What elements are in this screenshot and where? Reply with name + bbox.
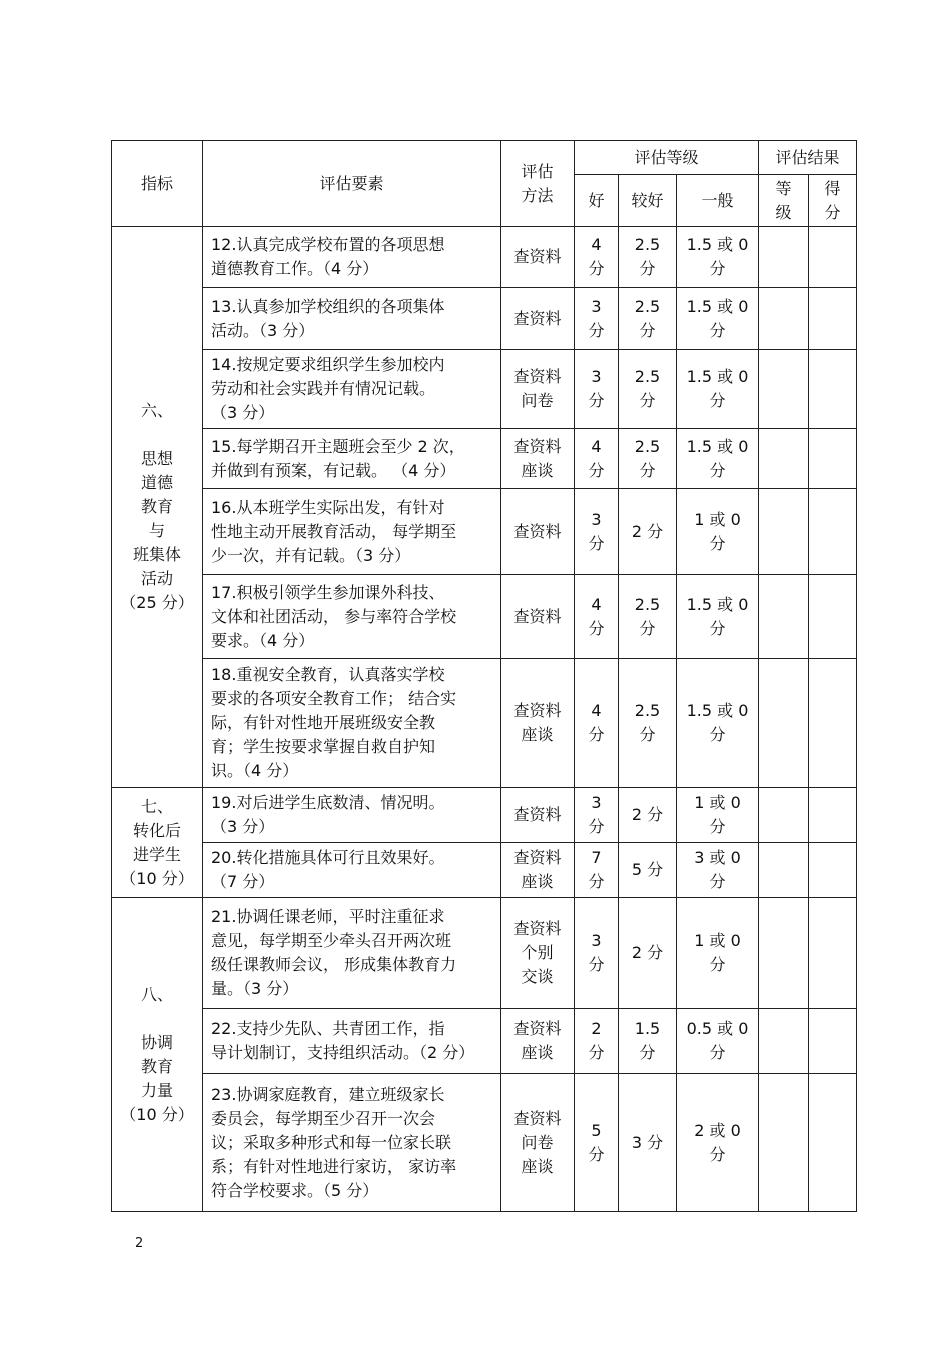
requirement-cell: 13.认真参加学校组织的各项集体 活动。（3 分） (203, 288, 501, 350)
header-indicator: 指标 (112, 141, 203, 227)
requirement-cell: 17.积极引领学生参加课外科技、 文体和社团活动， 参与率符合学校 要求。（4 分） (203, 575, 501, 659)
header-elements: 评估要素 (203, 141, 501, 227)
header-result-group: 评估结果 (759, 141, 857, 175)
table-row (112, 843, 857, 898)
result-level-cell[interactable] (759, 1074, 809, 1212)
result-level-cell[interactable] (759, 659, 809, 788)
result-score-cell[interactable] (809, 898, 857, 1009)
method-cell: 查资料 座谈 (501, 843, 575, 898)
result-level-cell[interactable] (759, 429, 809, 489)
header-grade-group: 评估等级 (575, 141, 759, 175)
evaluation-table (111, 140, 857, 1212)
header-grade-average: 一般 (677, 175, 759, 227)
grade-fair-cell: 2 分 (619, 788, 677, 843)
table-row (112, 429, 857, 489)
grade-fair-cell: 2.5 分 (619, 575, 677, 659)
grade-fair-cell: 2.5 分 (619, 227, 677, 288)
result-score-cell[interactable] (809, 489, 857, 575)
requirement-cell: 14.按规定要求组织学生参加校内 劳动和社会实践并有情况记载。 （3 分） (203, 350, 501, 429)
result-score-cell[interactable] (809, 843, 857, 898)
table-row (112, 898, 857, 1009)
requirement-cell: 12.认真完成学校布置的各项思想 道德教育工作。（4 分） (203, 227, 501, 288)
grade-good-cell: 2 分 (575, 1009, 619, 1074)
result-level-cell[interactable] (759, 575, 809, 659)
method-cell: 查资料 座谈 (501, 659, 575, 788)
grade-good-cell: 4 分 (575, 575, 619, 659)
requirement-cell: 18.重视安全教育，认真落实学校 要求的各项安全教育工作； 结合实 际，有针对性地开展班级安全教 育；学生按要求掌握自救自护知 识。（4 分） (203, 659, 501, 788)
table-row (112, 659, 857, 788)
result-level-cell[interactable] (759, 788, 809, 843)
method-cell: 查资料 (501, 227, 575, 288)
table-row (112, 288, 857, 350)
result-level-cell[interactable] (759, 350, 809, 429)
table-row (112, 1009, 857, 1074)
requirement-cell: 19.对后进学生底数清、情况明。 （3 分） (203, 788, 501, 843)
grade-good-cell: 3 分 (575, 288, 619, 350)
grade-fair-cell: 2.5 分 (619, 288, 677, 350)
result-score-cell[interactable] (809, 429, 857, 489)
grade-average-cell: 1.5 或 0 分 (677, 429, 759, 489)
grade-good-cell: 3 分 (575, 489, 619, 575)
grade-good-cell: 4 分 (575, 429, 619, 489)
method-cell: 查资料 座谈 (501, 429, 575, 489)
grade-fair-cell: 2.5 分 (619, 350, 677, 429)
result-level-cell[interactable] (759, 489, 809, 575)
method-cell: 查资料 个别 交谈 (501, 898, 575, 1009)
result-level-cell[interactable] (759, 227, 809, 288)
grade-fair-cell: 3 分 (619, 1074, 677, 1212)
result-level-cell[interactable] (759, 1009, 809, 1074)
requirement-cell: 20.转化措施具体可行且效果好。 （7 分） (203, 843, 501, 898)
grade-good-cell: 3 分 (575, 898, 619, 1009)
grade-average-cell: 1.5 或 0 分 (677, 575, 759, 659)
table-row (112, 575, 857, 659)
header-grade-fair: 较好 (619, 175, 677, 227)
requirement-cell: 16.从本班学生实际出发，有针对 性地主动开展教育活动， 每学期至 少一次，并有记载。（3 分） (203, 489, 501, 575)
header-result-score: 得 分 (809, 175, 857, 227)
grade-average-cell: 2 或 0 分 (677, 1074, 759, 1212)
result-score-cell[interactable] (809, 288, 857, 350)
grade-fair-cell: 2 分 (619, 898, 677, 1009)
header-method: 评估 方法 (501, 141, 575, 227)
grade-average-cell: 1.5 或 0 分 (677, 350, 759, 429)
result-level-cell[interactable] (759, 843, 809, 898)
section-label: 六、 思想 道德 教育 与 班集体 活动 （25 分） (112, 227, 203, 788)
grade-average-cell: 1.5 或 0 分 (677, 659, 759, 788)
section-label: 八、 协调 教育 力量 （10 分） (112, 898, 203, 1212)
table-row (112, 350, 857, 429)
grade-average-cell: 1.5 或 0 分 (677, 227, 759, 288)
table-row (112, 489, 857, 575)
result-level-cell[interactable] (759, 288, 809, 350)
method-cell: 查资料 (501, 575, 575, 659)
grade-fair-cell: 5 分 (619, 843, 677, 898)
result-score-cell[interactable] (809, 350, 857, 429)
result-score-cell[interactable] (809, 788, 857, 843)
requirement-cell: 23.协调家庭教育，建立班级家长 委员会，每学期至少召开一次会 议；采取多种形式和每一位家长联 系；有针对性地进行家访， 家访率 符合学校要求。（5 分） (203, 1074, 501, 1212)
header-grade-good: 好 (575, 175, 619, 227)
header-result-level: 等 级 (759, 175, 809, 227)
result-score-cell[interactable] (809, 227, 857, 288)
requirement-cell: 21.协调任课老师，平时注重征求 意见，每学期至少牵头召开两次班 级任课教师会议， 形成集体教育力 量。（3 分） (203, 898, 501, 1009)
section-label: 七、 转化后 进学生 （10 分） (112, 788, 203, 898)
grade-average-cell: 3 或 0 分 (677, 843, 759, 898)
grade-average-cell: 1 或 0 分 (677, 489, 759, 575)
grade-good-cell: 3 分 (575, 350, 619, 429)
result-score-cell[interactable] (809, 1009, 857, 1074)
grade-fair-cell: 2.5 分 (619, 659, 677, 788)
requirement-cell: 22.支持少先队、共青团工作，指 导计划制订，支持组织活动。（2 分） (203, 1009, 501, 1074)
result-score-cell[interactable] (809, 575, 857, 659)
grade-average-cell: 1.5 或 0 分 (677, 288, 759, 350)
method-cell: 查资料 (501, 788, 575, 843)
table-body (112, 227, 857, 1212)
page-number: 2 (135, 1236, 144, 1251)
result-level-cell[interactable] (759, 898, 809, 1009)
table-row (112, 227, 857, 288)
grade-good-cell: 3 分 (575, 788, 619, 843)
grade-average-cell: 1 或 0 分 (677, 898, 759, 1009)
method-cell: 查资料 问卷 (501, 350, 575, 429)
grade-average-cell: 0.5 或 0 分 (677, 1009, 759, 1074)
grade-good-cell: 4 分 (575, 227, 619, 288)
grade-average-cell: 1 或 0 分 (677, 788, 759, 843)
method-cell: 查资料 (501, 288, 575, 350)
requirement-cell: 15.每学期召开主题班会至少 2 次， 并做到有预案，有记载。 （4 分） (203, 429, 501, 489)
grade-fair-cell: 2.5 分 (619, 429, 677, 489)
method-cell: 查资料 (501, 489, 575, 575)
method-cell: 查资料 座谈 (501, 1009, 575, 1074)
result-score-cell[interactable] (809, 659, 857, 788)
table-row (112, 1074, 857, 1212)
grade-good-cell: 5 分 (575, 1074, 619, 1212)
grade-good-cell: 7 分 (575, 843, 619, 898)
grade-fair-cell: 1.5 分 (619, 1009, 677, 1074)
grade-fair-cell: 2 分 (619, 489, 677, 575)
grade-good-cell: 4 分 (575, 659, 619, 788)
result-score-cell[interactable] (809, 1074, 857, 1212)
table-row (112, 788, 857, 843)
method-cell: 查资料 问卷 座谈 (501, 1074, 575, 1212)
